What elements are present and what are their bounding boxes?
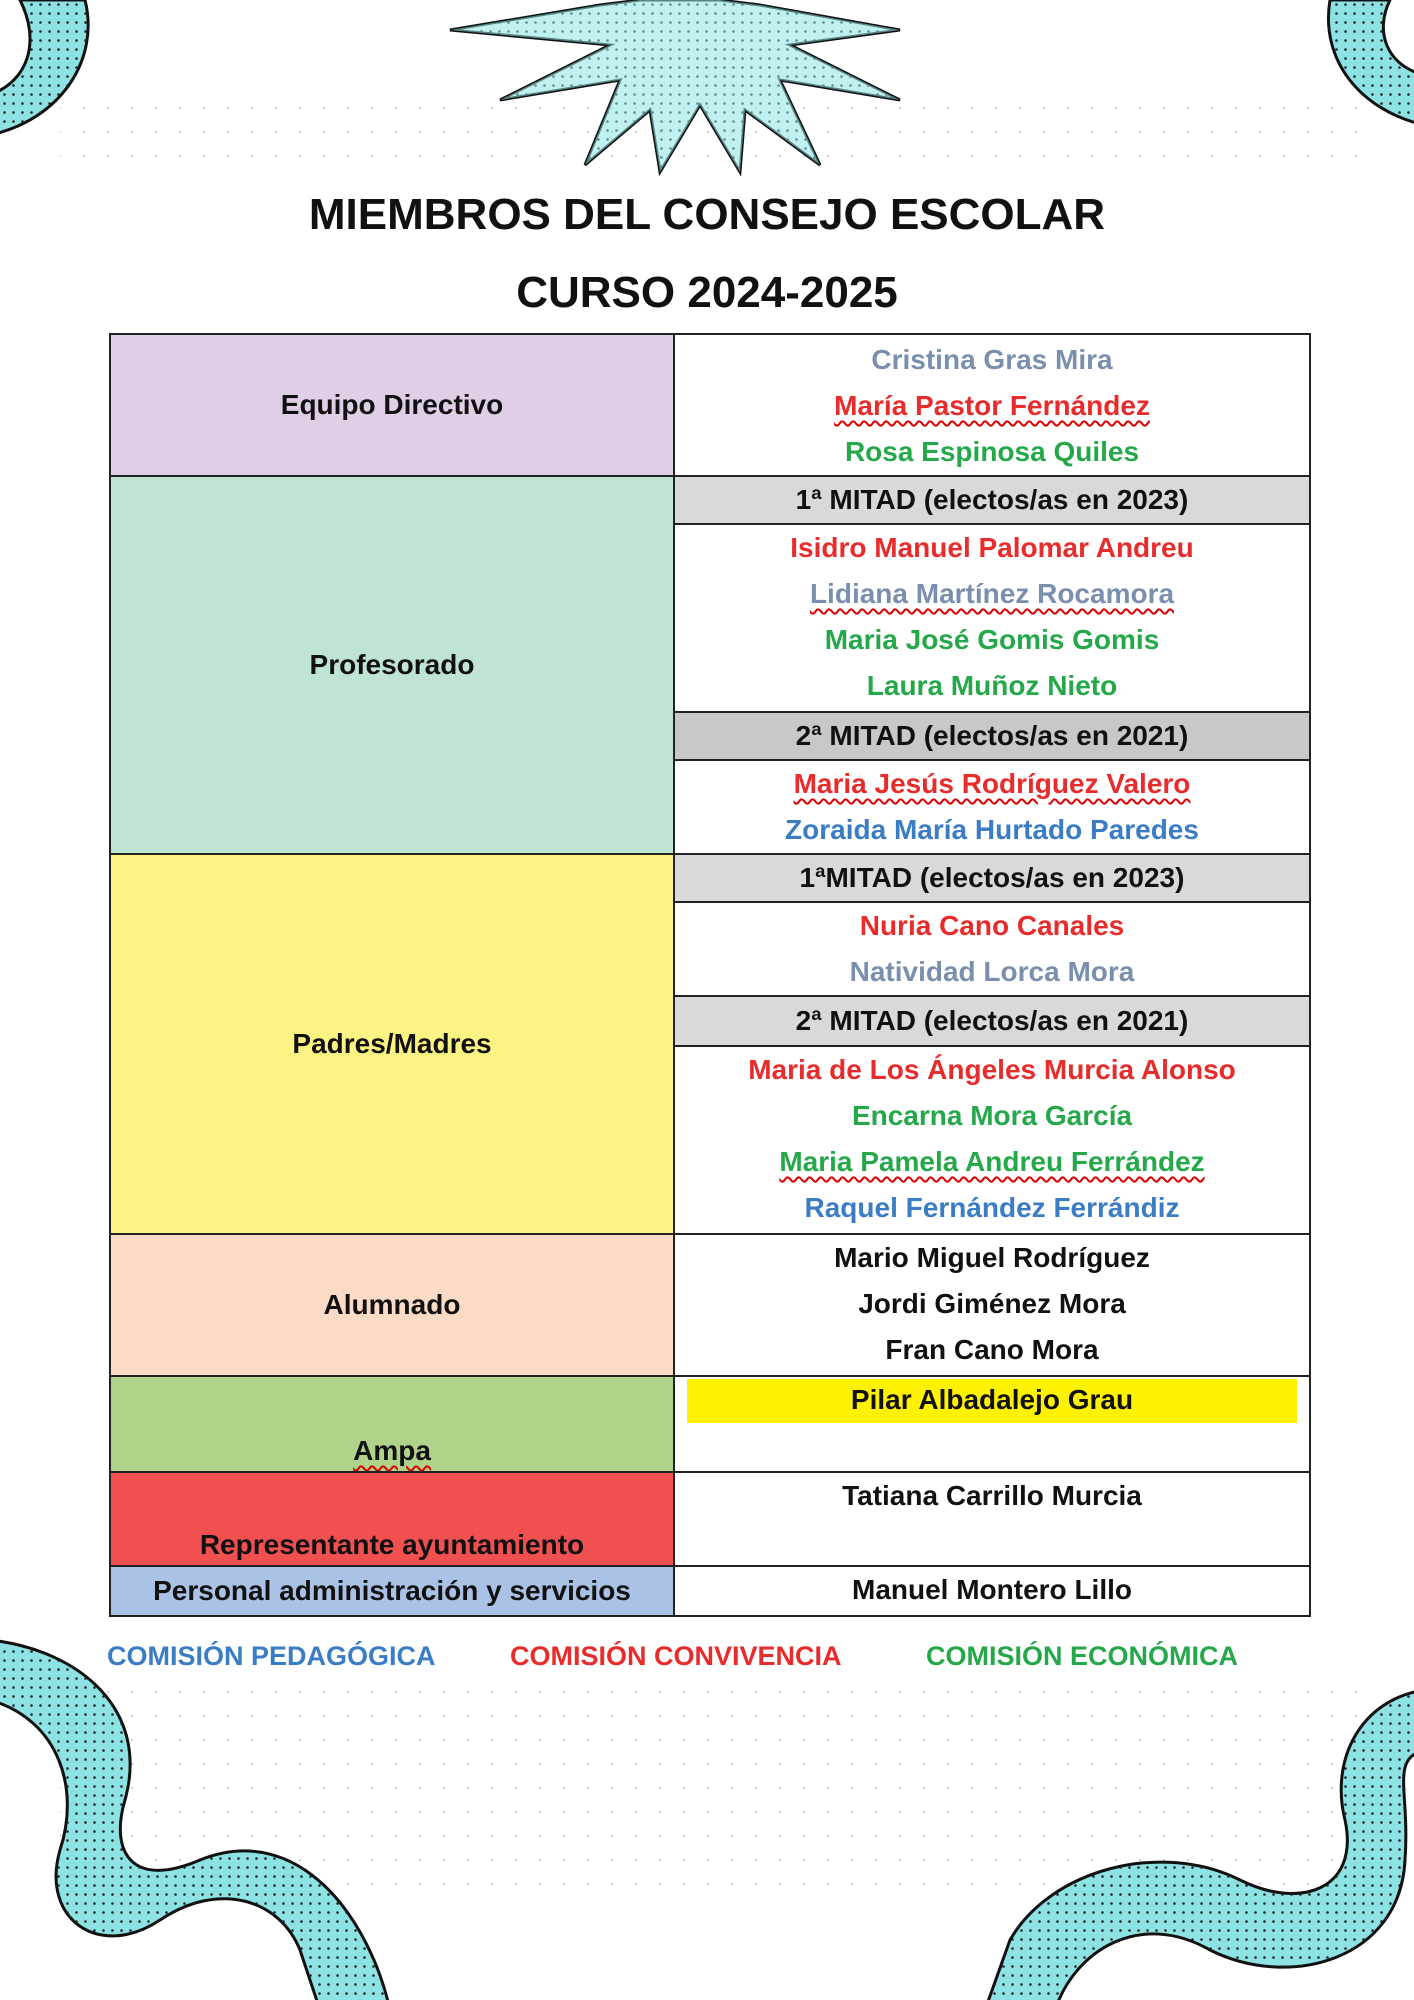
category-profesorado	[109, 475, 675, 855]
members-alumnado	[675, 1233, 1311, 1377]
category-label: Equipo Directivo	[280, 389, 504, 420]
category-label: Padres/Madres	[292, 1028, 492, 1059]
half-header-2: 2ª MITAD (electos/as en 2021)	[675, 711, 1309, 761]
category-label: Profesorado	[309, 649, 475, 680]
member-name: Mario Miguel Rodríguez	[834, 1242, 1150, 1273]
member-name: Pilar Albadalejo Grau	[850, 1384, 1134, 1415]
member-name: Cristina Gras Mira	[871, 344, 1113, 375]
member-name: Manuel Montero Lillo	[852, 1574, 1132, 1605]
member-name: Fran Cano Mora	[885, 1334, 1099, 1365]
member-name: Lidiana Martínez Rocamora	[809, 578, 1175, 609]
half-header-1: 1ª MITAD (electos/as en 2023)	[675, 475, 1309, 525]
member-name: Natividad Lorca Mora	[849, 956, 1135, 987]
legend-pedagogica: COMISIÓN PEDAGÓGICA	[107, 1641, 436, 1671]
member-name: Maria José Gomis Gomis	[824, 624, 1160, 655]
category-alumnado	[109, 1233, 675, 1377]
category-label: Personal administración y servicios	[153, 1575, 631, 1606]
half-header-1: 1ªMITAD (electos/as en 2023)	[675, 853, 1309, 903]
members-equipo-directivo	[675, 333, 1311, 477]
members-ampa	[675, 1375, 1311, 1473]
members-ayuntamiento	[675, 1471, 1311, 1567]
member-name: Isidro Manuel Palomar Andreu	[790, 532, 1194, 563]
member-name: Maria Jesús Rodríguez Valero	[793, 768, 1191, 799]
member-name: Encarna Mora García	[851, 1100, 1133, 1131]
council-table	[109, 333, 1311, 1620]
members-profesorado	[675, 475, 1311, 855]
category-padres-madres	[109, 853, 675, 1235]
member-name: Laura Muñoz Nieto	[866, 670, 1118, 701]
category-label: Alumnado	[323, 1289, 461, 1320]
members-padres-madres	[675, 853, 1311, 1235]
half-header-2: 2ª MITAD (electos/as en 2021)	[675, 995, 1309, 1047]
category-pas	[109, 1565, 675, 1617]
member-name: Tatiana Carrillo Murcia	[842, 1480, 1142, 1511]
member-name: Jordi Giménez Mora	[858, 1288, 1126, 1319]
category-label: Ampa	[353, 1435, 431, 1466]
category-ampa	[109, 1375, 675, 1473]
legend-economica: COMISIÓN ECONÓMICA	[926, 1641, 1239, 1671]
category-label: Representante ayuntamiento	[199, 1529, 585, 1560]
legend-convivencia: COMISIÓN CONVIVENCIA	[510, 1641, 842, 1671]
member-name: Raquel Fernández Ferrándiz	[804, 1192, 1180, 1223]
member-name: Nuria Cano Canales	[859, 910, 1125, 941]
member-name: María Pastor Fernández	[834, 390, 1150, 421]
page-title-line2: CURSO 2024-2025	[516, 268, 898, 317]
category-ayuntamiento	[109, 1471, 675, 1567]
member-name: Rosa Espinosa Quiles	[844, 436, 1140, 467]
member-name: Maria de Los Ángeles Murcia Alonso	[748, 1054, 1236, 1085]
member-name: Maria Pamela Andreu Ferrández	[779, 1146, 1205, 1177]
member-name: Zoraida María Hurtado Paredes	[785, 814, 1199, 845]
category-equipo-directivo	[109, 333, 675, 477]
members-pas	[675, 1565, 1311, 1617]
page-title-line1: MIEMBROS DEL CONSEJO ESCOLAR	[308, 190, 1106, 239]
